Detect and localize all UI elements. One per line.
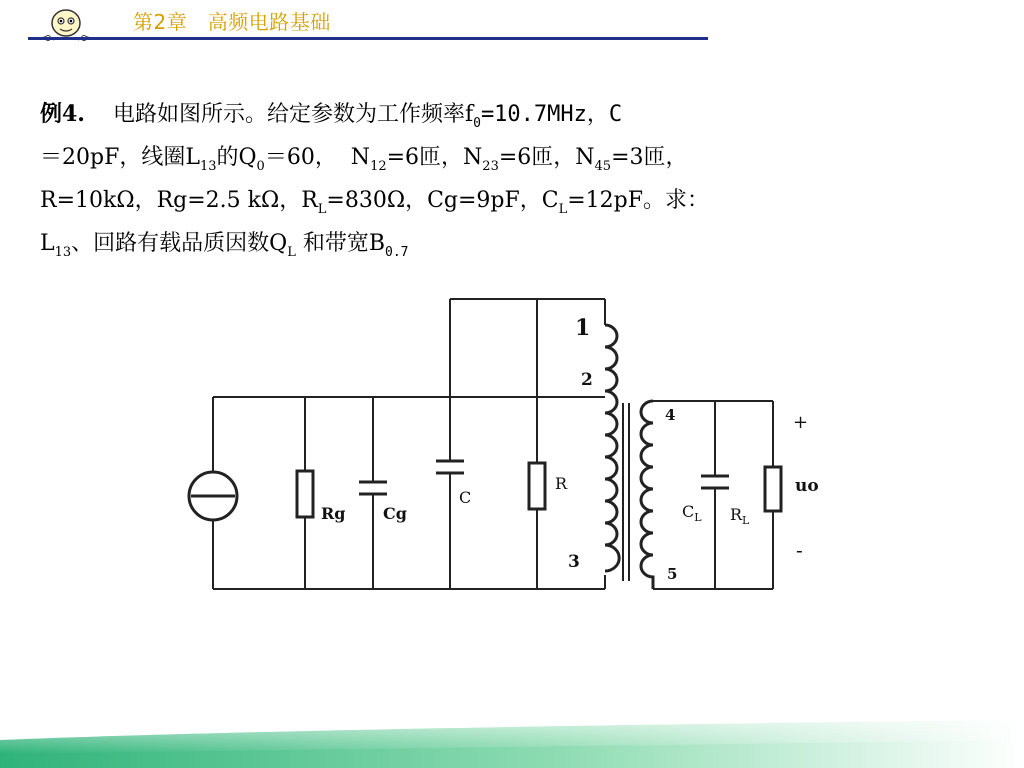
problem-line-3: R=10kΩ，Rg=2.5 kΩ，$R_L=830\Omega$，Cg=9pF，$C_L=12pF$。求： — [40, 188, 710, 217]
header-divider — [28, 37, 708, 40]
tap-label-2: 2 — [581, 370, 593, 390]
slide-header — [0, 0, 1024, 50]
resistor-r — [529, 463, 545, 509]
label-minus: - — [796, 538, 803, 562]
label-cg: Cg — [383, 504, 407, 523]
label-c: C — [459, 488, 472, 507]
capacitor-cg — [359, 482, 387, 494]
problem-line-2: ＝20pF，线圈$L_{13}$的$Q_0=60$， $N_{12}=6$匝，$N_{23}=6$匝，$N_{45}=3$匝， — [40, 145, 688, 174]
tap-label-1: 1 — [575, 315, 591, 341]
secondary-coil — [641, 401, 653, 589]
label-r: R — [555, 474, 568, 493]
resistor-rg — [297, 471, 313, 517]
label-rg: Rg — [321, 504, 346, 523]
label-rl: $R_L$ — [730, 505, 750, 527]
footer-gradient-band — [0, 710, 1024, 768]
resistor-rl — [765, 467, 781, 511]
label-plus: + — [793, 412, 809, 433]
chapter-title: 第2章 高频电路基础 — [133, 10, 331, 34]
label-uo: uo — [795, 476, 819, 496]
tap-label-4: 4 — [665, 406, 676, 424]
primary-coil — [605, 325, 619, 571]
capacitor-c — [436, 461, 464, 473]
problem-line-4: $L_{13}$、回路有载品质因数$Q_L$ 和带宽$B_{0.7}$ — [40, 231, 409, 260]
circuit-diagram — [185, 285, 835, 605]
problem-line-1: 例4. 电路如图所示。给定参数为工作频率$f_0=10.7MHz$，C — [40, 101, 623, 131]
signal-source-icon — [189, 472, 237, 520]
label-cl: $C_L$ — [682, 502, 702, 524]
problem-statement — [40, 92, 980, 264]
transformer-core — [623, 403, 629, 581]
capacitor-cl — [701, 476, 729, 488]
problem-label: 例4. — [40, 101, 85, 127]
tap-label-5: 5 — [667, 565, 678, 583]
tap-label-3: 3 — [568, 552, 580, 572]
